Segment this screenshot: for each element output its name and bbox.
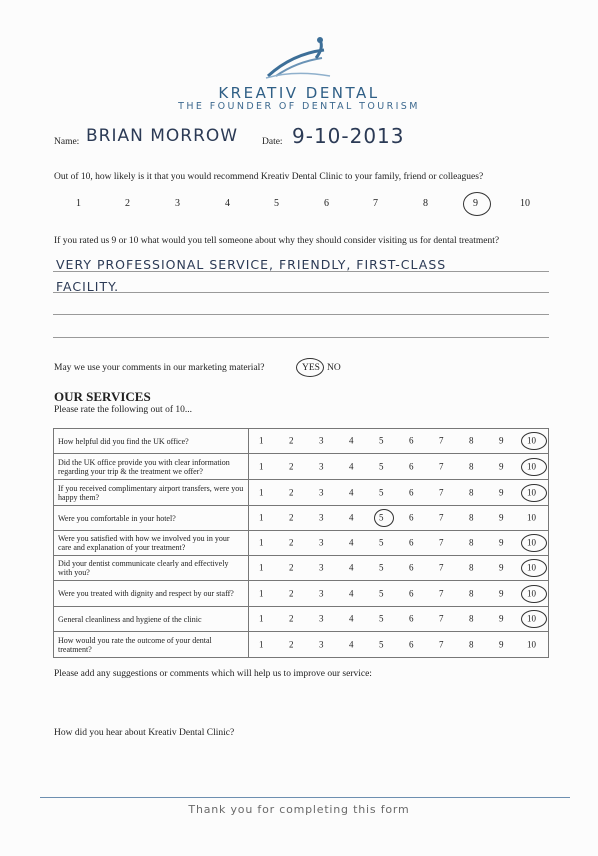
- rating-option-8[interactable]: 8: [469, 512, 474, 523]
- rating-option-9[interactable]: 9: [499, 461, 504, 471]
- rating-option-3[interactable]: 3: [319, 613, 324, 624]
- recommend-option-3[interactable]: 3: [175, 198, 180, 209]
- rating-option-6[interactable]: 6: [409, 613, 414, 624]
- rating-option-3[interactable]: 3: [319, 562, 324, 573]
- answer-line: [53, 337, 549, 338]
- rating-scale: [249, 506, 549, 531]
- answer-line: [53, 271, 549, 272]
- recommend-option-6[interactable]: 6: [324, 198, 329, 209]
- footer-thanks: Thank you for completing this form: [188, 803, 410, 816]
- recommend-selection-circle: [463, 192, 491, 216]
- rating-option-5[interactable]: 5: [379, 562, 384, 573]
- rating-option-1[interactable]: 1: [259, 512, 264, 523]
- rating-option-7[interactable]: 7: [439, 639, 444, 649]
- rating-option-8[interactable]: 8: [469, 461, 474, 471]
- rating-option-5[interactable]: 5: [379, 588, 384, 598]
- rating-option-5[interactable]: 5: [379, 537, 384, 548]
- rating-option-8[interactable]: 8: [469, 613, 474, 624]
- marketing-yes-option[interactable]: YES: [302, 363, 320, 373]
- rating-option-4[interactable]: 4: [349, 435, 354, 446]
- rating-row: [54, 607, 549, 632]
- rating-option-1[interactable]: 1: [259, 487, 264, 497]
- rating-option-3[interactable]: 3: [319, 435, 324, 446]
- reason-line-2[interactable]: FACILITY.: [56, 279, 120, 294]
- rating-option-4[interactable]: 4: [349, 562, 354, 573]
- recommend-option-8[interactable]: 8: [423, 198, 428, 209]
- footer-divider: [40, 797, 570, 798]
- hear-about-label: How did you hear about Kreativ Dental Clinic?: [54, 728, 235, 738]
- rating-selection-circle: [521, 559, 547, 577]
- rating-option-10[interactable]: 10: [527, 613, 536, 624]
- rating-option-4[interactable]: 4: [349, 639, 354, 649]
- rating-question: If you received complimentary airport transfers, were you happy them?: [54, 480, 249, 506]
- rating-row: [54, 506, 549, 531]
- rating-option-10[interactable]: 10: [527, 512, 536, 523]
- rating-scale: [249, 556, 549, 581]
- recommend-scale: [0, 198, 598, 212]
- name-label: Name:: [54, 137, 80, 147]
- rating-option-9[interactable]: 9: [499, 613, 504, 624]
- rating-option-2[interactable]: 2: [289, 639, 294, 649]
- rating-question: How helpful did you find the UK office?: [54, 429, 249, 454]
- rating-selection-circle: [521, 534, 547, 552]
- rating-option-7[interactable]: 7: [439, 435, 444, 446]
- rating-option-10[interactable]: 10: [527, 562, 536, 573]
- rating-question: Did your dentist communicate clearly and effectively with you?: [54, 556, 249, 581]
- rating-option-1[interactable]: 1: [259, 613, 264, 624]
- recommend-option-7[interactable]: 7: [373, 198, 378, 209]
- rating-option-2[interactable]: 2: [289, 512, 294, 523]
- date-value[interactable]: 9-10-2013: [292, 124, 405, 148]
- rating-row: [54, 632, 549, 658]
- rating-option-9[interactable]: 9: [499, 588, 504, 598]
- recommend-option-5[interactable]: 5: [274, 198, 279, 209]
- rating-option-8[interactable]: 8: [469, 588, 474, 598]
- rating-option-6[interactable]: 6: [409, 487, 414, 497]
- rating-option-4[interactable]: 4: [349, 487, 354, 497]
- rating-option-1[interactable]: 1: [259, 588, 264, 598]
- rating-option-7[interactable]: 7: [439, 588, 444, 598]
- rating-option-3[interactable]: 3: [319, 487, 324, 497]
- date-label: Date:: [262, 137, 283, 147]
- rating-option-2[interactable]: 2: [289, 537, 294, 548]
- rating-question: Were you satisfied with how we involved you in your care and explanation of your treatment?: [54, 531, 249, 556]
- rating-option-10[interactable]: 10: [527, 537, 536, 548]
- rating-row: [54, 480, 549, 506]
- rating-option-7[interactable]: 7: [439, 562, 444, 573]
- rating-option-8[interactable]: 8: [469, 487, 474, 497]
- rating-selection-circle: [374, 509, 394, 527]
- rating-option-2[interactable]: 2: [289, 487, 294, 497]
- rating-scale: [249, 531, 549, 556]
- rating-scale: [249, 480, 549, 506]
- rating-scale: [249, 454, 549, 480]
- rating-option-3[interactable]: 3: [319, 588, 324, 598]
- rating-option-9[interactable]: 9: [499, 512, 504, 523]
- rating-option-1[interactable]: 1: [259, 537, 264, 548]
- services-subheading: Please rate the following out of 10...: [54, 405, 192, 415]
- rating-option-4[interactable]: 4: [349, 613, 354, 624]
- recommend-option-10[interactable]: 10: [520, 198, 530, 209]
- rating-option-10[interactable]: 10: [527, 639, 536, 649]
- rating-option-3[interactable]: 3: [319, 461, 324, 471]
- marketing-no-option[interactable]: NO: [327, 363, 341, 373]
- rating-option-2[interactable]: 2: [289, 613, 294, 624]
- rating-option-10[interactable]: 10: [527, 435, 536, 446]
- rating-option-10[interactable]: 10: [527, 487, 536, 497]
- name-value[interactable]: BRIAN MORROW: [86, 126, 239, 146]
- answer-line: [53, 292, 549, 293]
- rating-option-7[interactable]: 7: [439, 512, 444, 523]
- rating-scale: [249, 581, 549, 607]
- rating-row: [54, 531, 549, 556]
- rating-option-1[interactable]: 1: [259, 562, 264, 573]
- rating-option-2[interactable]: 2: [289, 562, 294, 573]
- recommend-option-2[interactable]: 2: [125, 198, 130, 209]
- rating-selection-circle: [521, 585, 547, 603]
- rating-row: [54, 556, 549, 581]
- rating-selection-circle: [521, 432, 547, 450]
- suggestions-label: Please add any suggestions or comments which will help us to improve our service:: [54, 669, 372, 679]
- rating-question: General cleanliness and hygiene of the clinic: [54, 607, 249, 632]
- answer-line: [53, 314, 549, 315]
- rating-scale: [249, 632, 549, 658]
- rating-option-4[interactable]: 4: [349, 537, 354, 548]
- rating-selection-circle: [521, 458, 547, 476]
- rating-option-1[interactable]: 1: [259, 435, 264, 446]
- services-heading: OUR SERVICES: [54, 389, 151, 404]
- reason-line-1[interactable]: VERY PROFESSIONAL SERVICE, FRIENDLY, FIRST-CLASS: [56, 257, 447, 272]
- rating-selection-circle: [521, 484, 547, 502]
- rating-option-6[interactable]: 6: [409, 639, 414, 649]
- rating-row: [54, 454, 549, 480]
- rating-option-6[interactable]: 6: [409, 537, 414, 548]
- rating-option-9[interactable]: 9: [499, 639, 504, 649]
- recommend-option-1[interactable]: 1: [76, 198, 81, 209]
- rating-option-5[interactable]: 5: [379, 613, 384, 624]
- rating-option-3[interactable]: 3: [319, 639, 324, 649]
- rating-row: [54, 581, 549, 607]
- marketing-selection-circle: [296, 358, 324, 377]
- rating-option-8[interactable]: 8: [469, 435, 474, 446]
- rating-option-1[interactable]: 1: [259, 461, 264, 471]
- rating-option-7[interactable]: 7: [439, 461, 444, 471]
- rating-option-10[interactable]: 10: [527, 461, 536, 471]
- rating-option-4[interactable]: 4: [349, 588, 354, 598]
- rating-option-5[interactable]: 5: [379, 487, 384, 497]
- rating-option-6[interactable]: 6: [409, 435, 414, 446]
- rating-option-4[interactable]: 4: [349, 512, 354, 523]
- recommend-question: Out of 10, how likely is it that you would recommend Kreativ Dental Clinic to your family, friend or colleagues?: [54, 172, 484, 182]
- rating-option-7[interactable]: 7: [439, 537, 444, 548]
- rating-option-6[interactable]: 6: [409, 512, 414, 523]
- kreativ-logo-icon: [262, 36, 334, 82]
- rating-option-7[interactable]: 7: [439, 487, 444, 497]
- rating-option-3[interactable]: 3: [319, 512, 324, 523]
- rating-selection-circle: [521, 610, 547, 628]
- services-rating-table: [53, 428, 549, 658]
- rating-option-8[interactable]: 8: [469, 639, 474, 649]
- rating-option-6[interactable]: 6: [409, 461, 414, 471]
- rating-option-3[interactable]: 3: [319, 537, 324, 548]
- rating-scale: [249, 429, 549, 454]
- rating-option-2[interactable]: 2: [289, 588, 294, 598]
- rating-option-7[interactable]: 7: [439, 613, 444, 624]
- logo-title: KREATIV DENTAL: [218, 84, 380, 102]
- rating-question: How would you rate the outcome of your dental treatment?: [54, 632, 249, 658]
- rating-option-5[interactable]: 5: [379, 461, 384, 471]
- rating-option-2[interactable]: 2: [289, 461, 294, 471]
- rating-option-5[interactable]: 5: [379, 435, 384, 446]
- recommend-option-9[interactable]: 9: [473, 198, 478, 209]
- logo-subtitle: THE FOUNDER OF DENTAL TOURISM: [178, 101, 420, 112]
- rating-option-5[interactable]: 5: [379, 639, 384, 649]
- marketing-question: May we use your comments in our marketing material?: [54, 363, 265, 373]
- rating-option-6[interactable]: 6: [409, 562, 414, 573]
- rating-option-2[interactable]: 2: [289, 435, 294, 446]
- rating-option-9[interactable]: 9: [499, 537, 504, 548]
- rating-row: [54, 429, 549, 454]
- rating-question: Did the UK office provide you with clear information regarding your trip & the treatment we offer?: [54, 454, 249, 480]
- rating-scale: [249, 607, 549, 632]
- rating-option-9[interactable]: 9: [499, 487, 504, 497]
- rating-question: Were you comfortable in your hotel?: [54, 506, 249, 531]
- rating-question: Were you treated with dignity and respect by our staff?: [54, 581, 249, 607]
- rating-option-9[interactable]: 9: [499, 435, 504, 446]
- recommend-option-4[interactable]: 4: [225, 198, 230, 209]
- rating-option-6[interactable]: 6: [409, 588, 414, 598]
- reason-question: If you rated us 9 or 10 what would you tell someone about why they should consider visiting us for dental treatment?: [54, 236, 500, 246]
- rating-option-1[interactable]: 1: [259, 639, 264, 649]
- rating-option-8[interactable]: 8: [469, 537, 474, 548]
- rating-option-8[interactable]: 8: [469, 562, 474, 573]
- rating-option-5[interactable]: 5: [379, 512, 384, 523]
- rating-option-9[interactable]: 9: [499, 562, 504, 573]
- rating-option-4[interactable]: 4: [349, 461, 354, 471]
- rating-option-10[interactable]: 10: [527, 588, 536, 598]
